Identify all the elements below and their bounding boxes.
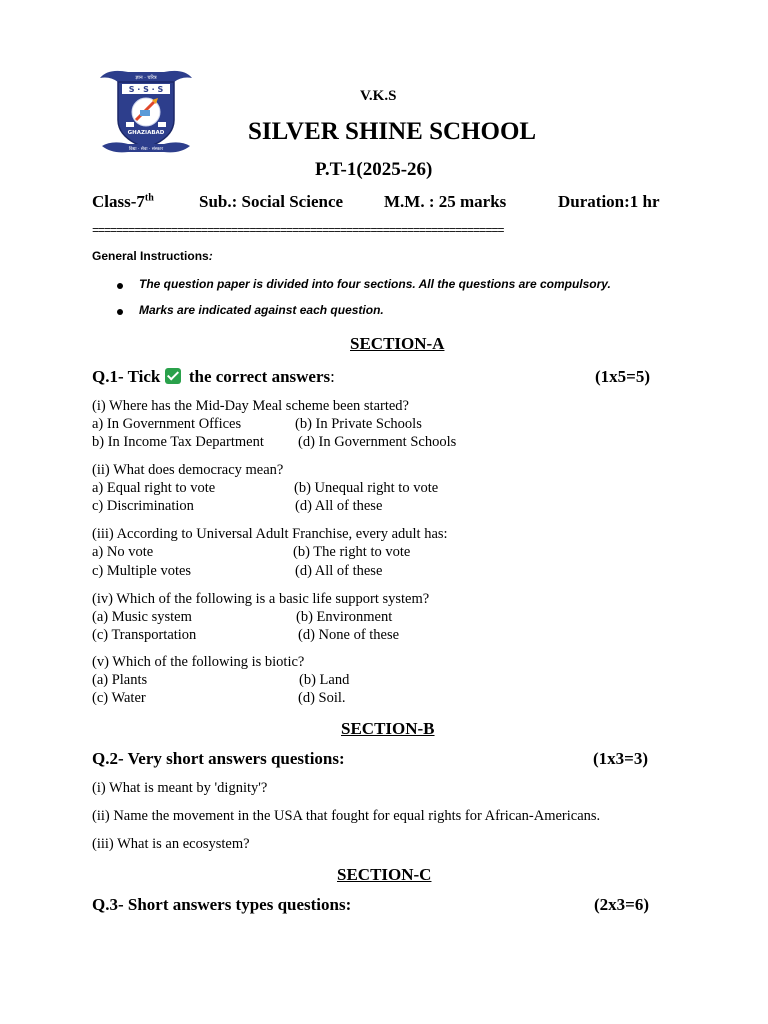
test-title: P.T-1(2025-26) xyxy=(315,159,433,180)
option-b: (b) Unequal right to vote xyxy=(294,480,439,496)
school-logo xyxy=(98,64,194,156)
option-b: (b) Environment xyxy=(296,609,393,625)
option-d: (d) Soil. xyxy=(298,690,346,706)
logo-top-text: ज्ञान · चरित्र xyxy=(135,75,157,81)
school-name: SILVER SHINE SCHOOL xyxy=(248,118,537,145)
logo-bottom-text: विद्या · सेवा · संस्कार xyxy=(128,147,164,152)
instructions-title-colon: : xyxy=(208,249,213,263)
class-sup: th xyxy=(144,192,154,204)
divider-rule: ==================================================================== xyxy=(92,224,504,238)
q1-colon: : xyxy=(330,367,335,386)
option-a: a) Equal right to vote xyxy=(92,480,216,496)
q1-prefix: Q.1- Tick xyxy=(92,367,161,386)
section-c-title: SECTION-C xyxy=(337,865,432,884)
duration: Duration:1 hr xyxy=(558,192,660,211)
question-text: (v) Which of the following is biotic? xyxy=(92,654,305,670)
option-c: (c) Water xyxy=(92,690,146,706)
instructions-title xyxy=(92,249,213,263)
option-b: (b) The right to vote xyxy=(293,544,411,560)
instruction-item: Marks are indicated against each question. xyxy=(139,303,384,317)
option-a: (a) Plants xyxy=(92,672,148,688)
max-marks: M.M. : 25 marks xyxy=(384,192,507,211)
option-c: c) Multiple votes xyxy=(92,563,192,579)
option-d: (d) None of these xyxy=(298,627,400,643)
logo-place: GHAZIABAD xyxy=(127,130,165,136)
org-name: V.K.S xyxy=(360,88,397,104)
q3-heading: Q.3- Short answers types questions: xyxy=(92,895,352,914)
q3-marks: (2x3=6) xyxy=(594,895,650,914)
q2-marks: (1x3=3) xyxy=(593,749,649,768)
option-d: (d) All of these xyxy=(295,563,383,579)
bullet-icon xyxy=(117,283,123,289)
logo-initials: S · S · S xyxy=(128,85,164,94)
q1-suffix: the correct answers xyxy=(188,367,331,386)
option-d: (d) All of these xyxy=(295,498,383,514)
option-a: (a) Music system xyxy=(92,609,192,625)
section-a-title: SECTION-A xyxy=(350,334,445,353)
instruction-item: The question paper is divided into four sections. All the questions are compulsory. xyxy=(139,277,611,291)
question-text: (iii) What is an ecosystem? xyxy=(92,836,250,852)
option-b: (b) In Private Schools xyxy=(295,416,422,432)
subject: Sub.: Social Science xyxy=(199,192,344,211)
option-a: a) In Government Offices xyxy=(92,416,242,432)
question-text: (i) Where has the Mid-Day Meal scheme been started? xyxy=(92,398,409,414)
question-text: (iii) According to Universal Adult Franchise, every adult has: xyxy=(92,526,448,542)
class-info xyxy=(92,192,154,212)
checkmark-icon xyxy=(165,368,181,384)
instructions-title-text: General Instructions xyxy=(92,249,209,263)
question-text: (i) What is meant by 'dignity'? xyxy=(92,780,268,796)
option-d: (d) In Government Schools xyxy=(298,434,457,450)
option-c: b) In Income Tax Department xyxy=(92,434,264,450)
option-c: (c) Transportation xyxy=(92,627,197,643)
q2-heading: Q.2- Very short answers questions: xyxy=(92,749,345,768)
question-text: (ii) Name the movement in the USA that fought for equal rights for African-Americans. xyxy=(92,808,601,824)
question-text: (iv) Which of the following is a basic life support system? xyxy=(92,591,430,607)
option-b: (b) Land xyxy=(299,672,350,688)
class-label: Class-7 xyxy=(92,192,145,211)
bullet-icon xyxy=(117,309,123,315)
question-text: (ii) What does democracy mean? xyxy=(92,462,284,478)
q1-heading xyxy=(92,367,335,387)
option-c: c) Discrimination xyxy=(92,498,194,514)
option-a: a) No vote xyxy=(92,544,154,560)
section-b-title: SECTION-B xyxy=(341,719,435,738)
q1-marks: (1x5=5) xyxy=(595,367,651,386)
